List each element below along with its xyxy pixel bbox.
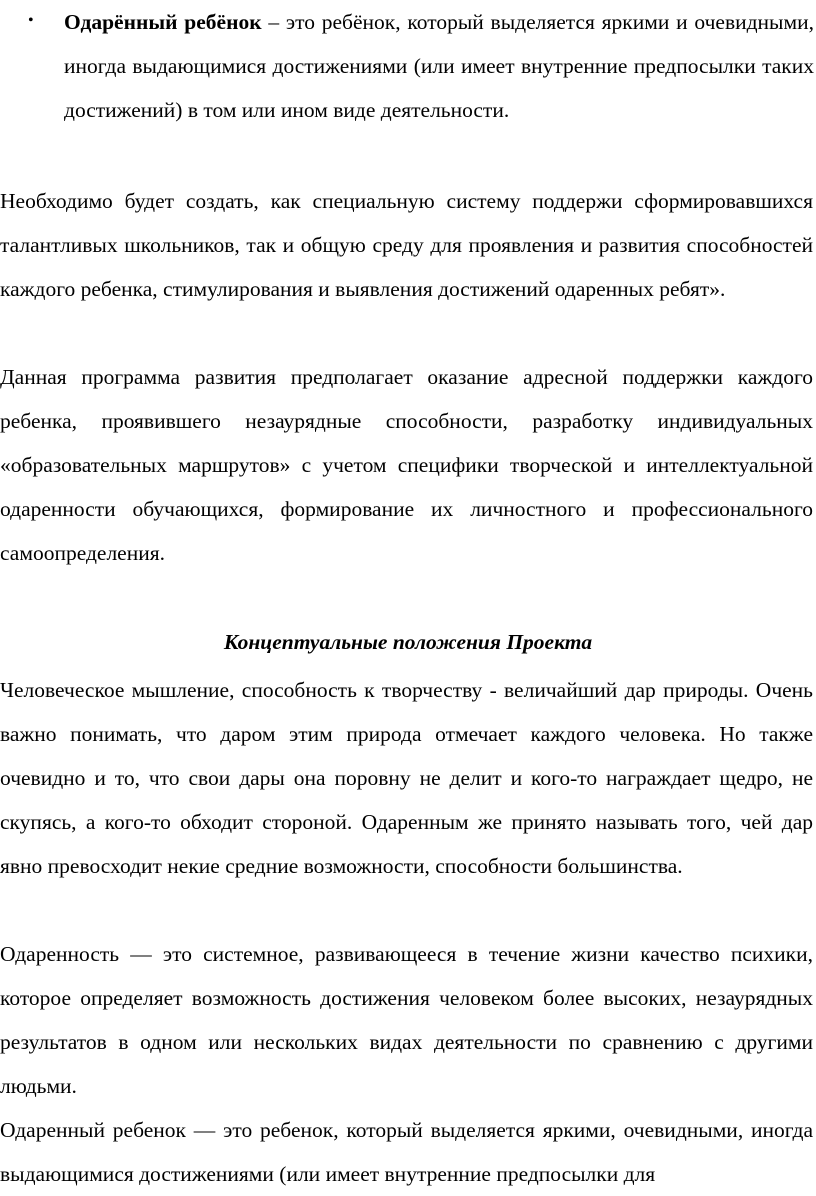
bullet-item [28,0,814,132]
section-heading: Концептуальные положения Проекта [223,630,593,654]
paragraph-support-system: Необходимо будет создать, как специальную систему поддержи сформировавшихся талантливых школьников, так и общую среду для проявления и развития способностей каждого ребенка, стимулирования и выявления достижений одаренных ребят». [0,189,813,301]
paragraph-gifted-child: Одаренный ребенок — это ребенок, который выделяется яркими, очевидными, иногда выдающимися достижениями (или имеет внутренние предпосылки для [0,1118,813,1186]
bullet-paragraph [64,0,814,132]
paragraph-development-program: Данная программа развития предполагает оказание адресной поддержки каждого ребенка, проявившего незаурядные способности, разработку индивидуальных «образовательных маршрутов» с учетом специфики творческой и интеллектуальной одаренности обучающихся, формирование их личностного и профессионального самоопределения. [0,365,813,565]
bullet-marker: • [28,12,34,29]
bullet-term: Одарённый ребёнок [64,10,262,34]
paragraph-human-thinking: Человеческое мышление, способность к творчеству - величайший дар природы. Очень важно понимать, что даром этим природа отмечает каждого человека. Но также очевидно и то, что свои дары она поровну не делит и кого-то награждает щедро, не скупясь, а кого-то обходит стороной. Одаренным же принято называть того, чей дар явно превосходит некие средние возможности, способности большинства. [0,678,813,878]
bullet-definition: – это ребёнок, который выделяется яркими и очевидными, иногда выдающимися достижениями (или имеет внутренние предпосылки таких достижений) в том или ином виде деятельности. [64,10,814,122]
paragraph-giftedness-definition: Одаренность — это системное, развивающееся в течение жизни качество психики, которое определяет возможность достижения человеком более высоких, незаурядных результатов в одном или нескольких видах деятельности по сравнению с другими людьми. [0,942,813,1098]
